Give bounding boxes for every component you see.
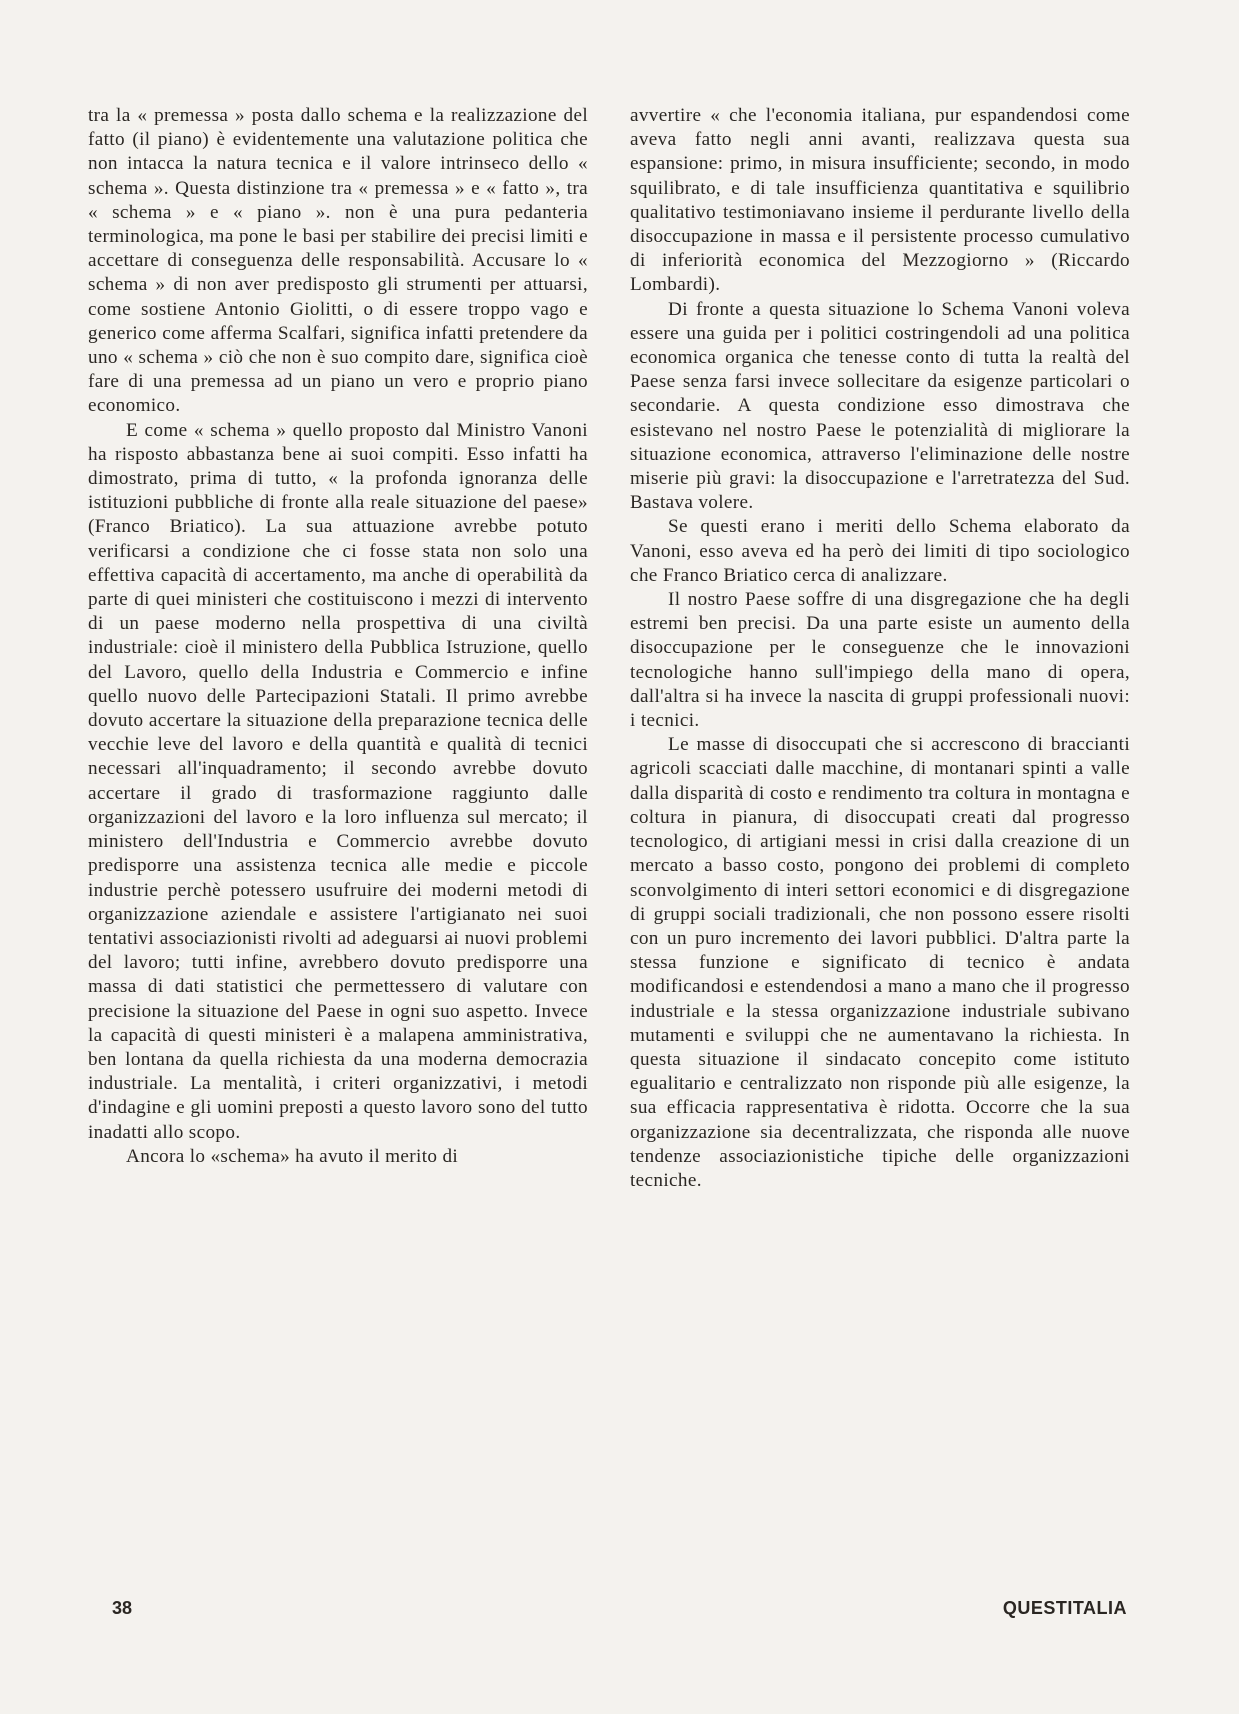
left-column bbox=[88, 104, 588, 1169]
page-number: 38 bbox=[112, 1598, 133, 1618]
paragraph: tra la « premessa » posta dallo schema e la realizzazione del fatto (il piano) è evidentemente una valutazione politica che non intacca la natura tecnica e il valore intrinseco dello « schema ». Questa distinzione tra « premessa » e « fatto », tra « schema » e « piano ». non è una pura pedanteria terminologica, ma pone le basi per stabilire dei precisi limiti e accettare di conseguenza delle responsabilità. Accusare lo « schema » di non aver predisposto gli strumenti per attuarsi, come sostiene Antonio Giolitti, o di essere troppo vago e generico come afferma Scalfari, significa infatti pretendere da uno « schema » ciò che non è suo compito dare, significa cioè fare di una premessa ad un piano un vero e proprio piano economico. bbox=[88, 105, 588, 417]
paragraph: Ancora lo «schema» ha avuto il merito di bbox=[126, 1145, 459, 1167]
right-column bbox=[630, 104, 1130, 1193]
paragraph: Le masse di disoccupati che si accrescono di braccianti agricoli scacciati dalle macchine, di montanari spinti a valle dalla disparità di costo e rendimento tra coltura in montagna e coltura in pianura, di disoccupati creati dal progresso tecnologico, di artigiani messi in crisi dalla creazione di un mercato a basso costo, pongono dei problemi di completo sconvolgimento di interi settori economici e di disgregazione di gruppi sociali tradizionali, che non possono essere risolti con un puro incremento dei lavori pubblici. D'altra parte la stessa funzione e significato di tecnico è andata modificandosi e estendendosi a mano a mano che il progresso industriale e la stessa organizzazione industriale subivano mutamenti e sviluppi che ne aumentavano la richiesta. In questa situazione il sindacato concepito come istituto egualitario e centralizzato non risponde più alle esigenze, la sua efficacia rappresentativa è ridotta. Occorre che la sua organizzazione sia decentralizzata, che risponda alle nuove tendenze associazionistiche tipiche delle organizzazioni tecniche. bbox=[630, 734, 1130, 1191]
paragraph: Di fronte a questa situazione lo Schema Vanoni voleva essere una guida per i politici costringendoli ad una politica economica organica che tenesse conto di tutta la realtà del Paese senza farsi invece sollecitare da esigenze particolari o secondarie. A questa condizione esso dimostrava che esistevano nel nostro Paese le potenzialità di migliorare la situazione economica, attraverso l'eliminazione delle nostre miserie più gravi: la disoccupazione e l'arretratezza del Sud. Bastava volere. bbox=[630, 298, 1130, 514]
paragraph: Il nostro Paese soffre di una disgregazione che ha degli estremi ben precisi. Da una parte esiste un aumento della disoccupazione per le conseguenze che le innovazioni tecnologiche hanno sull'impiego della mano di opera, dall'altra si ha invece la nascita di gruppi professionali nuovi: i tecnici. bbox=[630, 589, 1130, 732]
publication-title: QUESTITALIA bbox=[1002, 1598, 1127, 1618]
paragraph: avvertire « che l'economia italiana, pur espandendosi come aveva fatto negli anni avanti, realizzava questa sua espansione: primo, in misura insufficiente; secondo, in modo squilibrato, e di tale insufficienza quantitativa e squilibrio qualitativo testimoniavano insieme il perdurante livello della disoccupazione in massa e il persistente processo cumulativo di inferiorità economica del Mezzogiorno » (Riccardo Lombardi). bbox=[630, 105, 1130, 296]
paragraph: E come « schema » quello proposto dal Ministro Vanoni ha risposto abbastanza bene ai suoi compiti. Esso infatti ha dimostrato, prima di tutto, « la profonda ignoranza delle istituzioni pubbliche di fronte alla reale situazione del paese» (Franco Briatico). La sua attuazione avrebbe potuto verificarsi a condizione che ci fosse stata non solo una effettiva capacità di accertamento, ma anche di operabilità da parte di quei ministeri che costituiscono i mezzi di intervento di un paese moderno nella prospettiva di una civiltà industriale: cioè il ministero della Pubblica Istruzione, quello del Lavoro, quello della Industria e Commercio e infine quello nuovo delle Partecipazioni Statali. Il primo avrebbe dovuto accertare la situazione della preparazione tecnica delle vecchie leve del lavoro e della quantità e qualità di tecnici necessari all'inquadramento; il secondo avrebbe dovuto accertare il grado di trasformazione raggiunto dalle organizzazioni del lavoro e la loro influenza sul mercato; il ministero dell'Industria e Commercio avrebbe dovuto predisporre una assistenza tecnica alle medie e piccole industrie perchè potessero usufruire dei moderni metodi di organizzazione aziendale e assistere l'artigianato nei suoi tentativi associazionisti rivolti ad adeguarsi ai nuovi problemi del lavoro; tutti infine, avrebbero dovuto predisporre una massa di dati statistici che permettessero di valutare con precisione la situazione del Paese in ogni suo aspetto. Invece la capacità di questi ministeri è a malapena amministrativa, ben lontana da quella richiesta da una moderna democrazia industriale. La mentalità, i criteri organizzativi, i metodi d'indagine e gli uomini preposti a questo lavoro sono del tutto inadatti allo scopo. bbox=[88, 419, 588, 1143]
paragraph: Se questi erano i meriti dello Schema elaborato da Vanoni, esso aveva ed ha però dei limiti di tipo sociologico che Franco Briatico cerca di analizzare. bbox=[630, 516, 1130, 586]
